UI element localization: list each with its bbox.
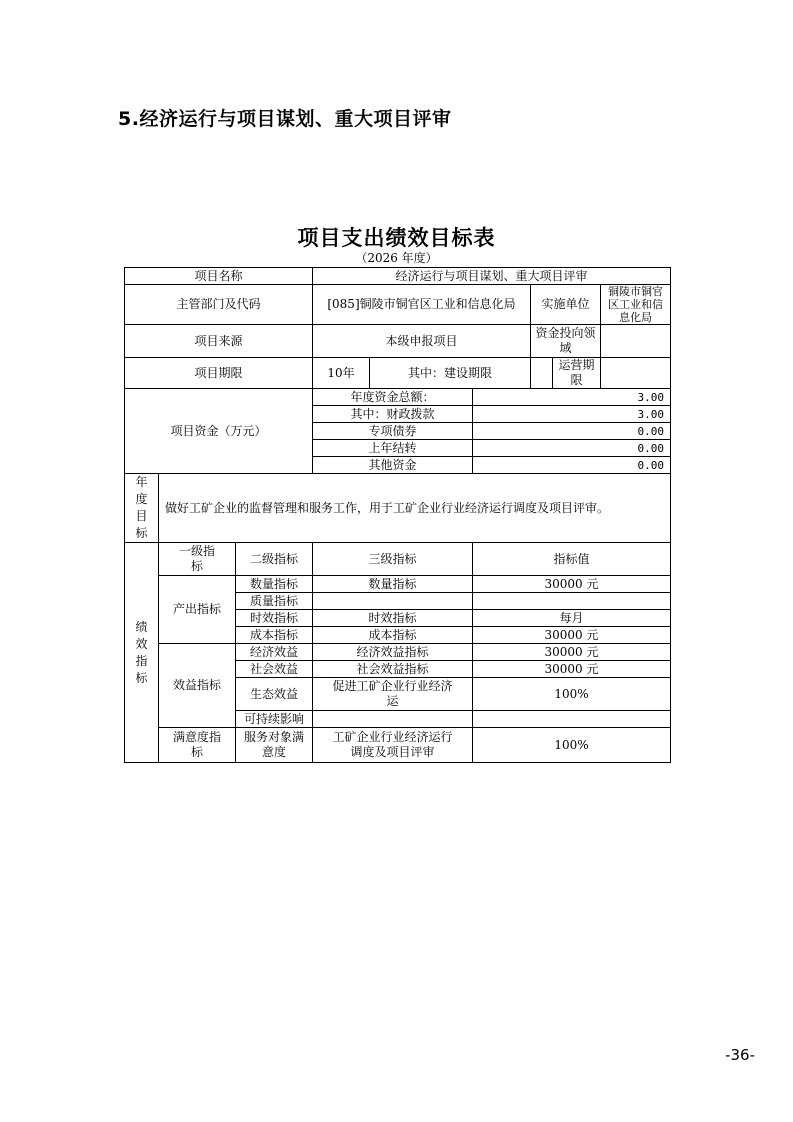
table-title: 项目支出绩效目标表 [297, 226, 496, 250]
level2-cell: 社会效益 [236, 661, 313, 678]
level3-cell [313, 711, 473, 728]
fund-value: 0.00 [473, 423, 671, 440]
page-number: -36- [725, 1046, 755, 1064]
level2-cell: 时效指标 [236, 610, 313, 627]
level3-cell: 时效指标 [313, 610, 473, 627]
value-cell: 30000 元 [473, 661, 671, 678]
level2-cell: 质量指标 [236, 593, 313, 610]
table-row [125, 325, 671, 358]
table-subtitle: （2026 年度） [355, 251, 438, 265]
level3-cell: 社会效益指标 [313, 661, 473, 678]
fund-value: 3.00 [473, 406, 671, 423]
fund-label: 其中：财政拨款 [313, 406, 473, 423]
funds-label: 项目资金（万元） [125, 389, 313, 474]
level3-cell: 促进工矿企业行业经济运 [313, 678, 473, 711]
level1-benefit: 效益指标 [159, 644, 236, 728]
source-label: 项目来源 [125, 325, 313, 358]
value-cell [473, 593, 671, 610]
level3-cell: 经济效益指标 [313, 644, 473, 661]
dept-label: 主管部门及代码 [125, 285, 313, 325]
period-value: 10年 [313, 358, 370, 389]
header-value: 指标值 [473, 543, 671, 576]
table-row [125, 358, 671, 389]
build-period-label: 其中：建设期限 [370, 358, 531, 389]
section-heading: 5.经济运行与项目谋划、重大项目评审 [118, 108, 452, 130]
header-level3: 三级指标 [313, 543, 473, 576]
value-cell: 30000 元 [473, 576, 671, 593]
table-row [125, 576, 671, 593]
fund-label: 其他资金 [313, 457, 473, 474]
level2-cell: 成本指标 [236, 627, 313, 644]
level2-cell: 可持续影响 [236, 711, 313, 728]
project-name-label: 项目名称 [125, 268, 313, 285]
performance-target-table [124, 267, 671, 763]
ops-period-value [601, 358, 671, 389]
ops-period-label: 运营期限 [553, 358, 601, 389]
source-value: 本级申报项目 [313, 325, 531, 358]
fund-value: 3.00 [473, 389, 671, 406]
value-cell: 30000 元 [473, 627, 671, 644]
table-row [125, 474, 671, 543]
level2-cell: 数量指标 [236, 576, 313, 593]
level3-cell: 工矿企业行业经济运行调度及项目评审 [313, 728, 473, 763]
table-row [125, 268, 671, 285]
project-name-value: 经济运行与项目谋划、重大项目评审 [313, 268, 671, 285]
value-cell [473, 711, 671, 728]
annual-goal-label: 年度目标 [125, 474, 159, 543]
table-row [125, 543, 671, 576]
annual-goal-text: 做好工矿企业的监督管理和服务工作，用于工矿企业行业经济运行调度及项目评审。 [159, 474, 671, 543]
level2-cell: 服务对象满意度 [236, 728, 313, 763]
value-cell: 每月 [473, 610, 671, 627]
value-cell: 100% [473, 678, 671, 711]
build-period-value [531, 358, 553, 389]
header-level1: 一级指标 [159, 543, 236, 576]
value-cell: 100% [473, 728, 671, 763]
fund-value: 0.00 [473, 457, 671, 474]
level1-satisfaction: 满意度指标 [159, 728, 236, 763]
domain-label: 资金投向领域 [531, 325, 601, 358]
fund-value: 0.00 [473, 440, 671, 457]
header-level2: 二级指标 [236, 543, 313, 576]
impl-unit-value: 铜陵市铜官区工业和信息化局 [601, 285, 671, 325]
table-row [125, 389, 671, 406]
level3-cell [313, 593, 473, 610]
impl-unit-label: 实施单位 [531, 285, 601, 325]
fund-label: 专项债券 [313, 423, 473, 440]
level3-cell: 成本指标 [313, 627, 473, 644]
indicators-section-label: 绩效指标 [125, 543, 159, 763]
dept-value: [085]铜陵市铜官区工业和信息化局 [313, 285, 531, 325]
fund-label: 上年结转 [313, 440, 473, 457]
period-label: 项目期限 [125, 358, 313, 389]
table-row [125, 644, 671, 661]
fund-label: 年度资金总额： [313, 389, 473, 406]
level1-output: 产出指标 [159, 576, 236, 644]
value-cell: 30000 元 [473, 644, 671, 661]
table-row [125, 728, 671, 763]
level2-cell: 经济效益 [236, 644, 313, 661]
domain-value [601, 325, 671, 358]
table-row [125, 285, 671, 325]
level2-cell: 生态效益 [236, 678, 313, 711]
level3-cell: 数量指标 [313, 576, 473, 593]
